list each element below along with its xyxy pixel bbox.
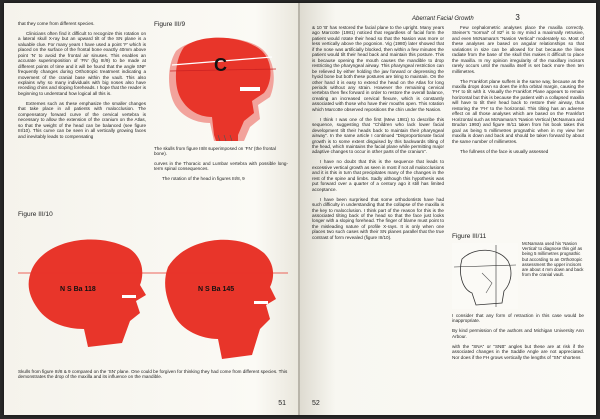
skull-left [29,239,146,347]
figure-label: Figure III/11 [452,233,487,240]
figure-iii-11 [452,243,518,309]
figure-caption: The skulls from figure III/8 superimposed on ‘FN’ (the frontal bone). [154,146,276,157]
paragraph: I have been surprised that some orthodontists have had such difficulty in understanding that the collapse of the maxilla is the key to malocclusion. I think part of the reason for this is the associated tilting back of the head so that the face just looks longer with a sloping forehead. The finger of blame must point to the misleading nature of profile X-rays. It is only when one places two such cases with their SN planes parallel that the true contrast of form revealed (figure III/10). [312,196,444,240]
left-col1-text [18,21,146,144]
paragraph: The fullness of the face is usually assessed [460,148,549,154]
right-col1-text [312,25,444,245]
figure-caption: Skulls from figure III/8 & 9 compared on the ‘SN’ plane. One could be forgiven for thinking they had come from different species. This demonstrates the drop of the maxilla and its influence on the mandible. [18,369,288,380]
paragraph: curves in the Thoracic and Lumbar vertebra with possible long-term spinal consequences. [154,161,288,172]
teeth-mark [240,87,260,91]
header-page-number: 3 [515,13,520,22]
header-title: Aberrant Facial Growth [412,16,474,22]
figure-side-caption: McNamara used his ‘Nasion Vertical’ to diagnose this girl as being 5 millimetres prognathic but according to an Orthotropic assessment the upper incisors are about 4 mm down and back from the cranial vault. [522,241,584,278]
paragraph: I consider that any form of retraction in this case would be inappropriate. [452,313,584,324]
skull-right [165,240,276,359]
teeth-mark [254,301,268,304]
paragraph: that they come from different species. [18,21,95,26]
paragraph: Few cephalometric analyses place the maxilla correctly. Steiner’s “normal” of 82º is to my mind a maximally retrusive, and even McNamara’s “Nasion Vertical” moderately so. Most of these analyses are based on angular relationships so that variations in size can be allowed for but because the lines radiate from the base of the skull this makes it difficult to place the maxilla. In my opinion irregularity of the maxillary incisors rarely occurs until the maxilla itself is set back more then ten millimetres. [452,25,584,74]
paragraph: Clinicians often find it difficult to recognize this rotation on a lateral skull X-ray but an upward tilt of the SN plane is a valuable clue. For many years I have used a point ‘F’ which is placed on the surface of the frontal bone exactly 40mm above point ‘N’ to avoid the frontal air sinuses. This enables an accurate superimposition of ‘FN’ (fig III/9) to be made at different points of time and it will be found that the angle SNF frequently changes during Orthotropic treatment indicating a movement of the cranial base within the vault. This also explains why so many individuals with big noses also have receding chins and sloping foreheads. I hope that the reader is beginning to understand how logical all this is. [18,30,146,96]
page-number: 51 [278,400,286,407]
paragraph: By kind permission of the authors and Michigan University Ann Arbour. [452,328,584,339]
skull-left-label: N S Ba 118 [60,286,96,293]
page-number: 52 [312,400,320,407]
figure-iii-9 [154,31,282,143]
figure-label: Figure III/9 [154,21,186,28]
paragraph: The rotation of the head in figures III/8, 9 [162,176,245,182]
right-col2-text [452,25,584,158]
paragraph: I have no doubt that this is the sequence that leads to excessive vertical growth as seen in most if not all malocclusions and it is this in turn that precipitates many of the changes in the rest of the spine and limbs. Sadly although this hypothesis was put forward over a quarter of a century ago it still has limited acceptance. [312,159,444,192]
book-spread [4,3,596,415]
right-page [300,3,596,415]
paragraph: The Frankfort plane suffers in the same way, because as the maxilla drops down so does the infra orbital margin, causing the ‘FH’ to tilt with it. Visually the Frankfort Plane appears to remain horizontal but this is because the patient with a collapsed maxilla will have to tilt their head back to restore their airway, thus restoring the ‘FH’ to the horizontal. This tilting has an adverse effect on all those analyses which are based on the Frankfort Horizontal such as McNamara’s ‘Nasion Vertical (McNamara and Brudon 1993) and figure III/11 taken from his book takes this goal as being 5 millimetres prognathic when in my view her maxilla is down and back and should be taken forward by about the same number of millimetres. [452,78,584,144]
paragraph: & 10 ‘B’ has restored the facial plane to the upright. Many years ago Marcotte (1981) noticed that regardless of facial form the patient would rotate their head so that the Nasion was more or less vertically above the pogonion. Vig (1980) later showed that if the nose was artificially blocked, then within a few minutes the patient would tilt their head back and maintain this posture. This is because opening the mouth causes the mandible to drop restricting the pharyngeal airway. This pharyngeal restriction can be relieved by either holding the jaw forward or depressing the hyoid bone but both these postures are tiring to maintain. On the other hand it is easy to extend the head on the Atlas for long periods without any strain. However the remaining cervical vertebra then flex forward in order to restore the overall balance, creating an increased cervical flexure, which is constantly associated with those who have their mouths open. This rotation which Marcotte observed repositions the chin under the Nasion. [312,25,444,112]
teeth-mark [122,295,136,298]
left-col2-text [154,161,288,186]
left-page [4,3,300,415]
figure-iii-10 [18,229,288,365]
paragraph: Extremes such as these emphasize the smaller changes that take place in all patients with malocclusion. The compensatory forward curve of the cervical vertebra is necessary to allow the extension of the cranium on the Atlas, so that the weight of the head can be balanced (see figure III/10). This curve can be seen in all vertically growing faces and inevitably leads to compensating [18,100,146,139]
skull-right-label: N S Ba 145 [198,286,235,293]
paragraph: with the “SNA” or “SNB” angles but these are at risk if the associated changes in the Saddle Angle are not appreciated. Nor does if the FH grows vertically the lengths of “SN” shortens [452,343,584,360]
figure-letter: C [214,55,227,75]
paragraph: I think I was one of the first (Mew 1981) to describe this sequence, suggesting that “Children who lack lower facial development tilt their heads back to maintain their pharyngeal airway”. In the same article I continued “Disproportionate facial growth is to some extent disguised by this backwards tilting of the head, which maintains the facial plane while permitting major adaptive changes to occur in other parts of the cranium”. [312,116,444,155]
right-after-figure-text [452,313,584,365]
figure-label: Figure III/10 [18,211,53,218]
running-header [412,13,520,22]
